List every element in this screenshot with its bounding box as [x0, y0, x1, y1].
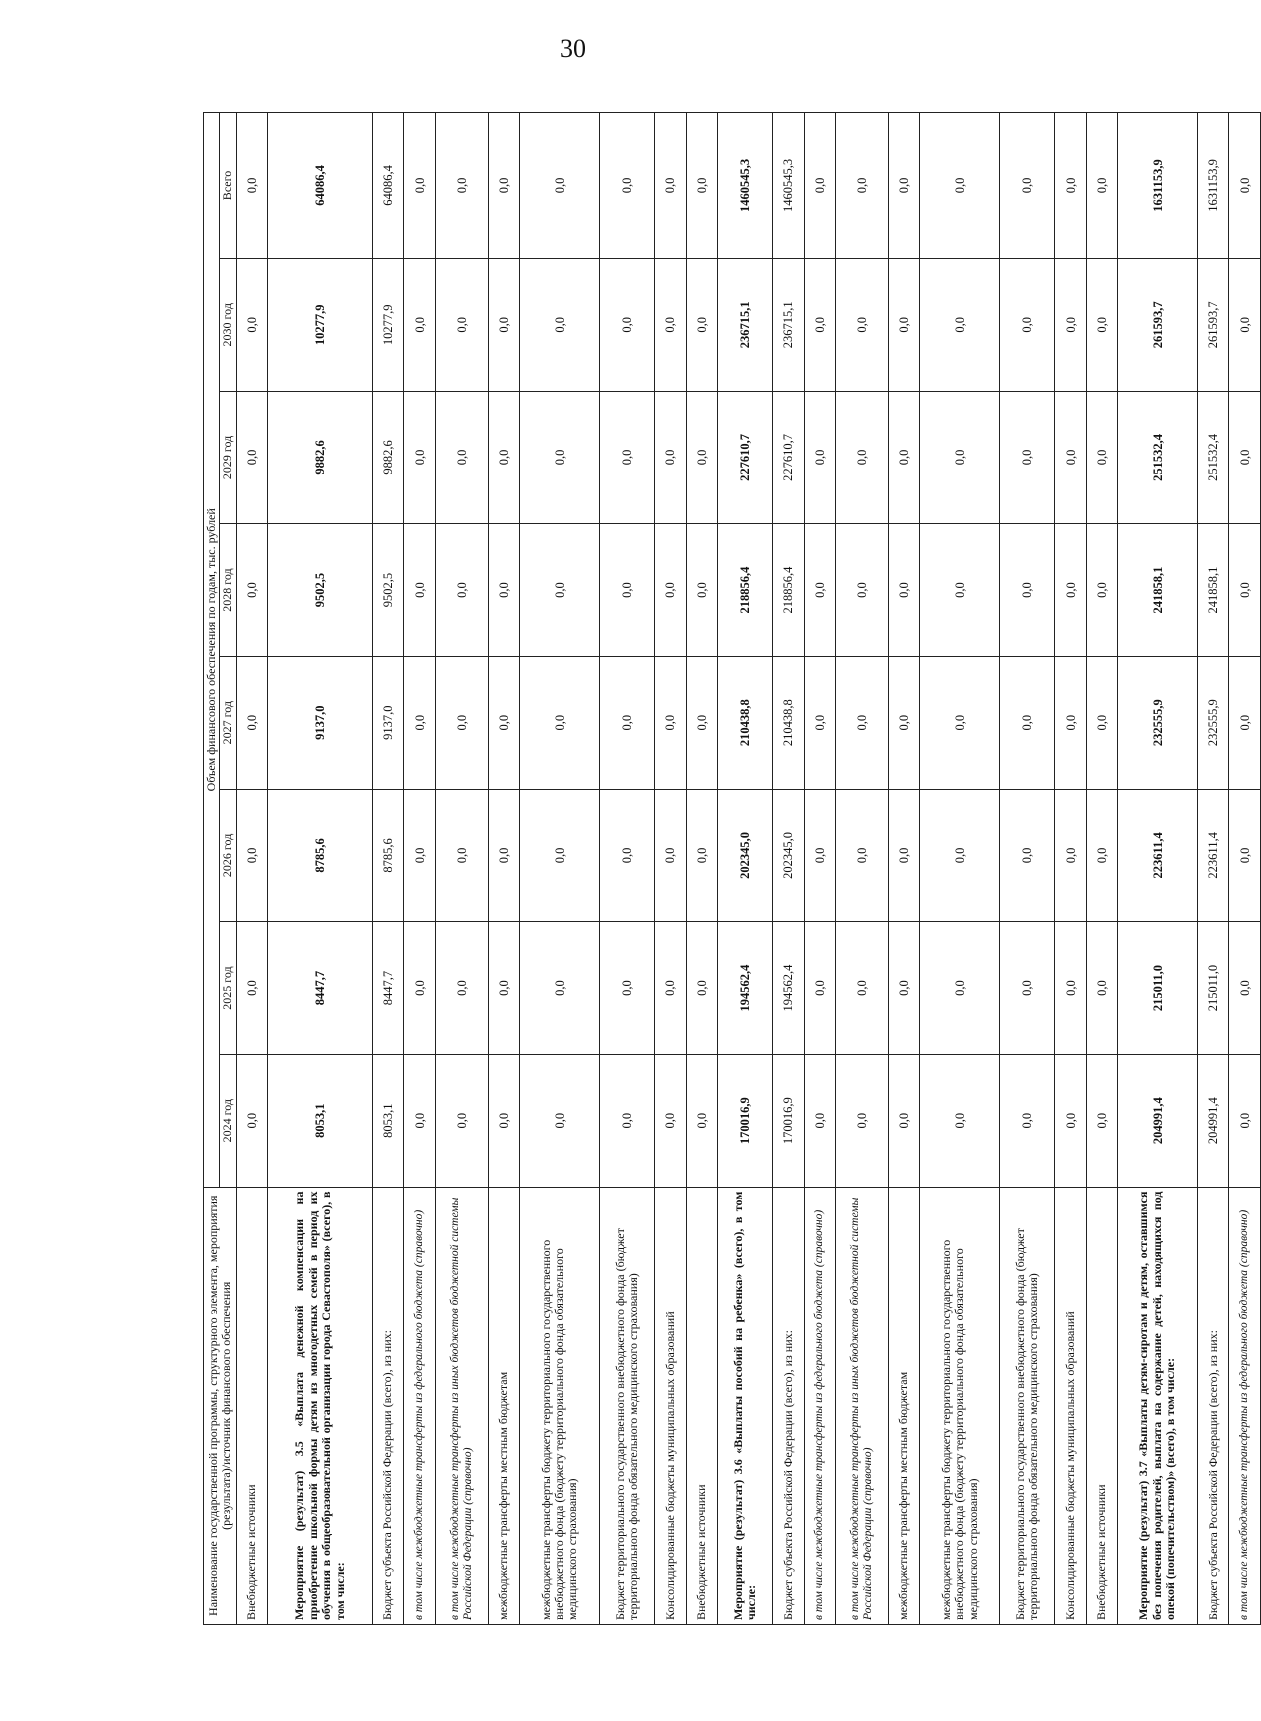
value-cell: 0,0 — [1229, 524, 1261, 657]
row-name-cell: Внебюджетные источники — [1086, 1187, 1117, 1624]
value-cell: 204991,4 — [1118, 1054, 1198, 1187]
table-row — [1198, 113, 1229, 1625]
value-cell: 0,0 — [600, 113, 655, 259]
value-cell: 0,0 — [1000, 922, 1055, 1055]
value-cell: 0,0 — [1055, 113, 1086, 259]
value-cell: 0,0 — [804, 656, 835, 789]
table-row — [1055, 113, 1086, 1625]
table-row — [655, 113, 686, 1625]
header-group-cell: Объем финансового обеспечения по годам, тыс. рублей — [204, 113, 220, 1188]
value-cell: 9502,5 — [268, 524, 373, 657]
row-name-cell: в том числе межбюджетные трансферты из иных бюджетов бюджетной системы Российской Федерации (справочно) — [435, 1187, 488, 1624]
row-name-cell: Бюджет субъекта Российской Федерации (всего), из них: — [773, 1187, 804, 1624]
row-name-cell: Консолидированные бюджеты муниципальных образований — [1055, 1187, 1086, 1624]
value-cell: 218856,4 — [773, 524, 804, 657]
value-cell: 0,0 — [835, 258, 888, 391]
value-cell: 261593,7 — [1198, 258, 1229, 391]
row-name-cell: Бюджет субъекта Российской Федерации (всего), из них: — [1198, 1187, 1229, 1624]
value-cell: 0,0 — [488, 922, 519, 1055]
value-cell: 0,0 — [404, 258, 435, 391]
value-cell: 0,0 — [655, 1054, 686, 1187]
value-cell: 202345,0 — [773, 789, 804, 922]
value-cell: 215011,0 — [1198, 922, 1229, 1055]
value-cell: 0,0 — [520, 1054, 600, 1187]
header-year-cell: 2029 год — [220, 391, 236, 524]
value-cell: 0,0 — [655, 524, 686, 657]
table-row — [804, 113, 835, 1625]
value-cell: 0,0 — [804, 1054, 835, 1187]
table-body — [236, 113, 1260, 1625]
value-cell: 0,0 — [520, 524, 600, 657]
value-cell: 0,0 — [404, 113, 435, 259]
value-cell: 0,0 — [488, 789, 519, 922]
header-row-group — [204, 113, 220, 1625]
value-cell: 0,0 — [600, 789, 655, 922]
value-cell: 9137,0 — [268, 656, 373, 789]
value-cell: 251532,4 — [1198, 391, 1229, 524]
table-row — [435, 113, 488, 1625]
value-cell: 0,0 — [1229, 789, 1261, 922]
value-cell: 9137,0 — [373, 656, 404, 789]
row-name-cell: Консолидированные бюджеты муниципальных образований — [655, 1187, 686, 1624]
value-cell: 9882,6 — [268, 391, 373, 524]
value-cell: 0,0 — [435, 922, 488, 1055]
value-cell: 215011,0 — [1118, 922, 1198, 1055]
header-name-cell: Наименование государственной программы, структурного элемента, мероприятия (результата)/источник финансового обеспечения — [204, 1187, 237, 1624]
table-row — [1229, 113, 1261, 1625]
value-cell: 0,0 — [1055, 524, 1086, 657]
value-cell: 210438,8 — [718, 656, 773, 789]
value-cell: 232555,9 — [1118, 656, 1198, 789]
value-cell: 0,0 — [835, 524, 888, 657]
value-cell: 1631153,9 — [1198, 113, 1229, 259]
value-cell: 202345,0 — [718, 789, 773, 922]
table-row — [404, 113, 435, 1625]
value-cell: 0,0 — [435, 391, 488, 524]
value-cell: 0,0 — [835, 922, 888, 1055]
value-cell: 8053,1 — [268, 1054, 373, 1187]
value-cell: 0,0 — [435, 789, 488, 922]
value-cell: 0,0 — [600, 524, 655, 657]
table-row — [236, 113, 267, 1625]
value-cell: 0,0 — [600, 922, 655, 1055]
value-cell: 0,0 — [1055, 391, 1086, 524]
value-cell: 0,0 — [888, 656, 919, 789]
value-cell: 0,0 — [488, 113, 519, 259]
value-cell: 0,0 — [236, 258, 267, 391]
table-row — [373, 113, 404, 1625]
value-cell: 0,0 — [520, 113, 600, 259]
value-cell: 0,0 — [1229, 656, 1261, 789]
value-cell: 236715,1 — [773, 258, 804, 391]
row-name-cell: Внебюджетные источники — [236, 1187, 267, 1624]
table-row — [520, 113, 600, 1625]
table-row — [686, 113, 717, 1625]
value-cell: 0,0 — [435, 113, 488, 259]
value-cell: 0,0 — [920, 113, 1000, 259]
value-cell: 8447,7 — [373, 922, 404, 1055]
header-year-cell: 2030 год — [220, 258, 236, 391]
value-cell: 0,0 — [1000, 391, 1055, 524]
value-cell: 10277,9 — [268, 258, 373, 391]
value-cell: 0,0 — [488, 656, 519, 789]
value-cell: 223611,4 — [1198, 789, 1229, 922]
value-cell: 1631153,9 — [1118, 113, 1198, 259]
table-row — [888, 113, 919, 1625]
value-cell: 0,0 — [655, 391, 686, 524]
value-cell: 0,0 — [236, 656, 267, 789]
value-cell: 0,0 — [888, 922, 919, 1055]
value-cell: 0,0 — [686, 1054, 717, 1187]
value-cell: 0,0 — [920, 391, 1000, 524]
table-row — [1118, 113, 1198, 1625]
row-name-cell: Мероприятие (результат) 3.6 «Выплаты пособий на ребенка» (всего), в том числе: — [718, 1187, 773, 1624]
value-cell: 0,0 — [804, 391, 835, 524]
value-cell: 251532,4 — [1118, 391, 1198, 524]
value-cell: 0,0 — [920, 258, 1000, 391]
value-cell: 0,0 — [236, 524, 267, 657]
value-cell: 0,0 — [804, 258, 835, 391]
value-cell: 0,0 — [1000, 656, 1055, 789]
value-cell: 232555,9 — [1198, 656, 1229, 789]
table-row — [600, 113, 655, 1625]
value-cell: 0,0 — [520, 789, 600, 922]
table-row — [920, 113, 1000, 1625]
value-cell: 0,0 — [686, 789, 717, 922]
value-cell: 0,0 — [1229, 1054, 1261, 1187]
value-cell: 0,0 — [236, 922, 267, 1055]
value-cell: 227610,7 — [718, 391, 773, 524]
value-cell: 0,0 — [888, 113, 919, 259]
value-cell: 0,0 — [488, 524, 519, 657]
row-name-cell: межбюджетные трансферты бюджету территориального государственного внебюджетного фонда (бюджету территориального фонда обязательного медицинского страхования) — [920, 1187, 1000, 1624]
header-year-cell: 2026 год — [220, 789, 236, 922]
value-cell: 0,0 — [1086, 391, 1117, 524]
value-cell: 0,0 — [920, 789, 1000, 922]
value-cell: 0,0 — [1000, 789, 1055, 922]
value-cell: 0,0 — [835, 391, 888, 524]
value-cell: 241858,1 — [1198, 524, 1229, 657]
value-cell: 0,0 — [404, 789, 435, 922]
row-name-cell: межбюджетные трансферты местным бюджетам — [488, 1187, 519, 1624]
value-cell: 0,0 — [1000, 258, 1055, 391]
row-name-cell: Внебюджетные источники — [686, 1187, 717, 1624]
value-cell: 0,0 — [404, 1054, 435, 1187]
row-name-cell: в том числе межбюджетные трансферты из федерального бюджета (справочно) — [404, 1187, 435, 1624]
value-cell: 0,0 — [655, 656, 686, 789]
value-cell: 0,0 — [1086, 524, 1117, 657]
value-cell: 0,0 — [488, 391, 519, 524]
row-name-cell: Бюджет территориального государственного внебюджетного фонда (бюджет территориального фонда обязательного медицинского страхования) — [600, 1187, 655, 1624]
value-cell: 0,0 — [888, 258, 919, 391]
value-cell: 9502,5 — [373, 524, 404, 657]
value-cell: 0,0 — [520, 391, 600, 524]
value-cell: 0,0 — [404, 391, 435, 524]
value-cell: 170016,9 — [718, 1054, 773, 1187]
table-row — [773, 113, 804, 1625]
value-cell: 0,0 — [488, 1054, 519, 1187]
header-year-cell: Всего — [220, 113, 236, 259]
value-cell: 0,0 — [1086, 258, 1117, 391]
table-row — [1086, 113, 1117, 1625]
value-cell: 8053,1 — [373, 1054, 404, 1187]
value-cell: 0,0 — [1055, 1054, 1086, 1187]
value-cell: 0,0 — [600, 258, 655, 391]
value-cell: 194562,4 — [773, 922, 804, 1055]
value-cell: 170016,9 — [773, 1054, 804, 1187]
value-cell: 0,0 — [804, 524, 835, 657]
table-row — [1000, 113, 1055, 1625]
table-row — [835, 113, 888, 1625]
value-cell: 0,0 — [835, 789, 888, 922]
value-cell: 0,0 — [404, 524, 435, 657]
value-cell: 0,0 — [655, 922, 686, 1055]
value-cell: 0,0 — [1086, 1054, 1117, 1187]
row-name-cell: в том числе межбюджетные трансферты из иных бюджетов бюджетной системы Российской Федерации (справочно) — [835, 1187, 888, 1624]
value-cell: 0,0 — [236, 1054, 267, 1187]
row-name-cell: межбюджетные трансферты бюджету территориального государственного внебюджетного фонда (бюджету территориального фонда обязательного медицинского страхования) — [520, 1187, 600, 1624]
row-name-cell: Бюджет территориального государственного внебюджетного фонда (бюджет территориального фонда обязательного медицинского страхования) — [1000, 1187, 1055, 1624]
page-number: 30 — [560, 34, 586, 63]
value-cell: 0,0 — [1229, 258, 1261, 391]
value-cell: 0,0 — [520, 656, 600, 789]
value-cell: 0,0 — [686, 258, 717, 391]
value-cell: 0,0 — [435, 258, 488, 391]
value-cell: 0,0 — [236, 789, 267, 922]
value-cell: 0,0 — [686, 524, 717, 657]
value-cell: 0,0 — [236, 391, 267, 524]
value-cell: 0,0 — [686, 656, 717, 789]
value-cell: 0,0 — [236, 113, 267, 259]
value-cell: 0,0 — [520, 258, 600, 391]
value-cell: 0,0 — [435, 1054, 488, 1187]
value-cell: 0,0 — [1086, 922, 1117, 1055]
table-row — [718, 113, 773, 1625]
value-cell: 0,0 — [404, 656, 435, 789]
value-cell: 0,0 — [920, 656, 1000, 789]
value-cell: 0,0 — [888, 391, 919, 524]
value-cell: 0,0 — [804, 113, 835, 259]
value-cell: 9882,6 — [373, 391, 404, 524]
rotated-table-container — [203, 112, 1261, 1625]
value-cell: 0,0 — [1229, 391, 1261, 524]
value-cell: 0,0 — [1055, 258, 1086, 391]
value-cell: 10277,9 — [373, 258, 404, 391]
value-cell: 0,0 — [655, 258, 686, 391]
value-cell: 0,0 — [1086, 656, 1117, 789]
row-name-cell: межбюджетные трансферты местным бюджетам — [888, 1187, 919, 1624]
row-name-cell: в том числе межбюджетные трансферты из федерального бюджета (справочно) — [804, 1187, 835, 1624]
row-name-cell: Мероприятие (результат) 3.7 «Выплаты детям-сиротам и детям, оставшимся без попечения родителей, выплата на содержание детей, находящихся под опекой (попечительством)» (всего), в том числе: — [1118, 1187, 1198, 1624]
value-cell: 0,0 — [686, 113, 717, 259]
value-cell: 8785,6 — [373, 789, 404, 922]
value-cell: 0,0 — [1055, 656, 1086, 789]
value-cell: 0,0 — [600, 391, 655, 524]
value-cell: 0,0 — [1055, 922, 1086, 1055]
header-year-cell: 2024 год — [220, 1054, 236, 1187]
value-cell: 0,0 — [655, 789, 686, 922]
header-year-cell: 2027 год — [220, 656, 236, 789]
value-cell: 0,0 — [600, 1054, 655, 1187]
value-cell: 0,0 — [920, 1054, 1000, 1187]
value-cell: 194562,4 — [718, 922, 773, 1055]
value-cell: 0,0 — [686, 922, 717, 1055]
header-year-cell: 2025 год — [220, 922, 236, 1055]
value-cell: 261593,7 — [1118, 258, 1198, 391]
value-cell: 0,0 — [1000, 1054, 1055, 1187]
row-name-cell: в том числе межбюджетные трансферты из федерального бюджета (справочно) — [1229, 1187, 1261, 1624]
value-cell: 64086,4 — [373, 113, 404, 259]
value-cell: 0,0 — [435, 656, 488, 789]
table-row — [268, 113, 373, 1625]
value-cell: 0,0 — [1055, 789, 1086, 922]
value-cell: 0,0 — [835, 113, 888, 259]
value-cell: 0,0 — [488, 258, 519, 391]
value-cell: 0,0 — [804, 922, 835, 1055]
value-cell: 236715,1 — [718, 258, 773, 391]
value-cell: 204991,4 — [1198, 1054, 1229, 1187]
value-cell: 223611,4 — [1118, 789, 1198, 922]
value-cell: 1460545,3 — [718, 113, 773, 259]
value-cell: 0,0 — [888, 524, 919, 657]
value-cell: 0,0 — [600, 656, 655, 789]
value-cell: 0,0 — [920, 922, 1000, 1055]
value-cell: 0,0 — [804, 789, 835, 922]
value-cell: 0,0 — [435, 524, 488, 657]
value-cell: 0,0 — [1229, 922, 1261, 1055]
value-cell: 8785,6 — [268, 789, 373, 922]
table-row — [488, 113, 519, 1625]
value-cell: 210438,8 — [773, 656, 804, 789]
value-cell: 0,0 — [686, 391, 717, 524]
value-cell: 1460545,3 — [773, 113, 804, 259]
value-cell: 0,0 — [1000, 113, 1055, 259]
value-cell: 0,0 — [888, 1054, 919, 1187]
header-year-cell: 2028 год — [220, 524, 236, 657]
value-cell: 0,0 — [404, 922, 435, 1055]
value-cell: 8447,7 — [268, 922, 373, 1055]
financing-table — [203, 112, 1261, 1625]
value-cell: 64086,4 — [268, 113, 373, 259]
value-cell: 0,0 — [520, 922, 600, 1055]
value-cell: 227610,7 — [773, 391, 804, 524]
row-name-cell: Мероприятие (результат) 3.5 «Выплата денежной компенсации на приобретение школьной формы детям из многодетных семей в период их обучения в общеобразовательной организации города Севастополя» (всего), в том числе: — [268, 1187, 373, 1624]
row-name-cell: Бюджет субъекта Российской Федерации (всего), из них: — [373, 1187, 404, 1624]
value-cell: 218856,4 — [718, 524, 773, 657]
value-cell: 0,0 — [835, 656, 888, 789]
value-cell: 241858,1 — [1118, 524, 1198, 657]
value-cell: 0,0 — [1000, 524, 1055, 657]
value-cell: 0,0 — [655, 113, 686, 259]
value-cell: 0,0 — [888, 789, 919, 922]
value-cell: 0,0 — [1229, 113, 1261, 259]
value-cell: 0,0 — [1086, 113, 1117, 259]
value-cell: 0,0 — [835, 1054, 888, 1187]
value-cell: 0,0 — [1086, 789, 1117, 922]
value-cell: 0,0 — [920, 524, 1000, 657]
